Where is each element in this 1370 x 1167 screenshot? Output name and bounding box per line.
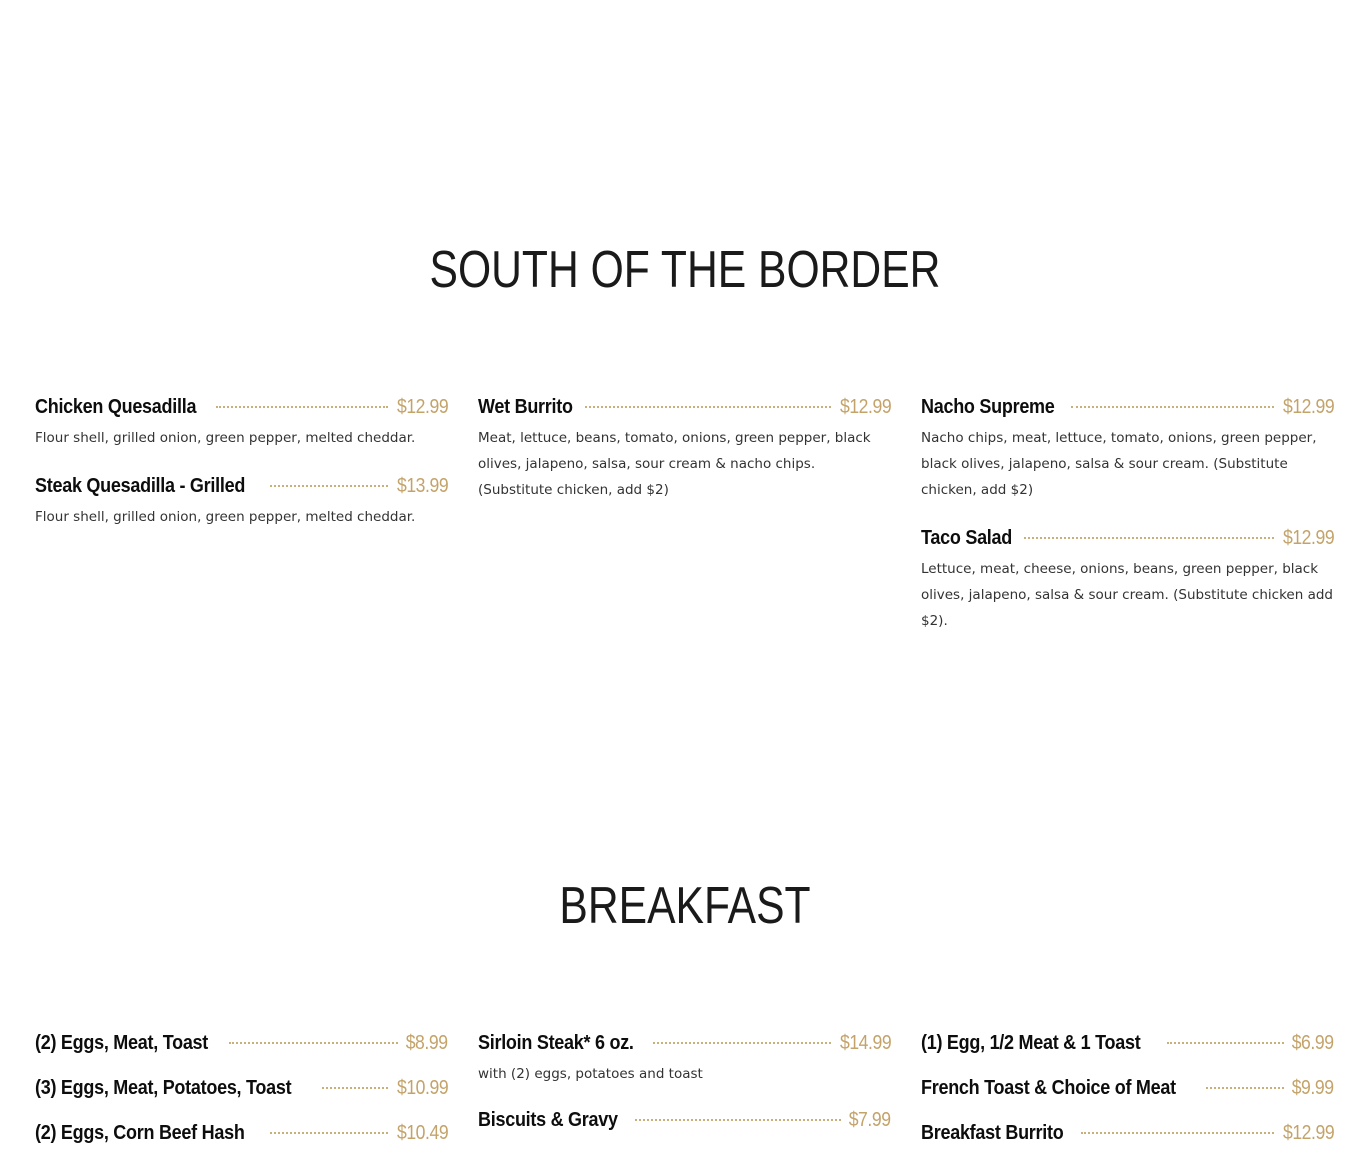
menu-item-name: (2) Eggs, Corn Beef Hash	[35, 1122, 245, 1144]
menu-item	[35, 1077, 448, 1100]
dot-leader	[1167, 1042, 1285, 1044]
dot-leader	[1206, 1087, 1284, 1089]
menu-item-price: $7.99	[849, 1109, 891, 1131]
menu-item-description: Flour shell, grilled onion, green pepper, melted cheddar.	[35, 430, 416, 446]
menu-item-price: $9.99	[1292, 1077, 1334, 1099]
menu-item-name: Sirloin Steak* 6 oz.	[478, 1032, 634, 1054]
menu-item-name: Wet Burrito	[478, 396, 573, 418]
menu-item	[921, 1122, 1334, 1145]
menu-item-name: (2) Eggs, Meat, Toast	[35, 1032, 209, 1054]
dot-leader	[216, 406, 388, 408]
dot-leader	[1024, 537, 1274, 539]
menu-item-price: $12.99	[1282, 396, 1334, 418]
menu-column-1	[35, 396, 448, 554]
menu-column-3	[921, 396, 1334, 658]
menu-item-description: with (2) eggs, potatoes and toast	[478, 1066, 703, 1082]
menu-item-name: Chicken Quesadilla	[35, 396, 197, 418]
dot-leader	[1071, 406, 1273, 408]
dot-leader	[229, 1042, 398, 1044]
dot-leader	[270, 485, 387, 487]
dot-leader	[635, 1119, 841, 1121]
menu-item	[921, 1077, 1334, 1100]
menu-item-name: Steak Quesadilla - Grilled	[35, 475, 246, 497]
menu-item	[478, 396, 891, 503]
menu-item-name: (3) Eggs, Meat, Potatoes, Toast	[35, 1077, 292, 1099]
section-title-south-of-the-border: SOUTH OF THE BORDER	[429, 241, 941, 299]
menu-item-price: $14.99	[839, 1032, 891, 1054]
dot-leader	[653, 1042, 831, 1044]
menu-item-name: (1) Egg, 1/2 Meat & 1 Toast	[921, 1032, 1141, 1054]
menu-item-price: $12.99	[839, 396, 891, 418]
menu-item-price: $12.99	[1282, 527, 1334, 549]
menu-item-description: Meat, lettuce, beans, tomato, onions, green pepper, black olives, jalapeno, salsa, sour cream & nacho chips. (Substitute chicken, add $2)	[478, 430, 871, 498]
menu-item-price: $13.99	[396, 475, 448, 497]
menu-item-description: Flour shell, grilled onion, green pepper, melted cheddar.	[35, 509, 416, 525]
dot-leader	[585, 406, 831, 408]
menu-item-price: $12.99	[1282, 1122, 1334, 1144]
menu-column-1	[35, 1032, 448, 1167]
menu-item-name: Breakfast Burrito	[921, 1122, 1064, 1144]
dot-leader	[270, 1132, 388, 1134]
menu-item-price: $12.99	[396, 396, 448, 418]
menu-column-2	[478, 1032, 891, 1154]
menu-item-name: Nacho Supreme	[921, 396, 1055, 418]
menu-item-price: $10.99	[396, 1077, 448, 1099]
menu-item-price: $10.49	[396, 1122, 448, 1144]
menu-item	[921, 396, 1334, 503]
menu-column-2	[478, 396, 891, 527]
menu-item	[921, 527, 1334, 634]
menu-item	[921, 1032, 1334, 1055]
menu-item-name: French Toast & Choice of Meat	[921, 1077, 1176, 1099]
menu-item	[35, 475, 448, 530]
menu-item-name: Taco Salad	[921, 527, 1013, 549]
menu-column-3	[921, 1032, 1334, 1167]
menu-item	[35, 1032, 448, 1055]
dot-leader	[1081, 1132, 1274, 1134]
section-title-breakfast: BREAKFAST	[559, 877, 811, 935]
menu-item	[478, 1032, 891, 1087]
menu-item	[478, 1109, 891, 1132]
menu-item	[35, 1122, 448, 1145]
dot-leader	[322, 1087, 388, 1089]
menu-item-description: Nacho chips, meat, lettuce, tomato, onions, green pepper, black olives, jalapeno, salsa & sour cream. (Substitute chicken, add $2)	[921, 430, 1317, 498]
menu-item-name: Biscuits & Gravy	[478, 1109, 618, 1131]
menu-item	[35, 396, 448, 451]
menu-item-price: $8.99	[406, 1032, 448, 1054]
menu-item-price: $6.99	[1292, 1032, 1334, 1054]
menu-item-description: Lettuce, meat, cheese, onions, beans, green pepper, black olives, jalapeno, salsa & sour cream. (Substitute chicken add $2).	[921, 561, 1333, 629]
